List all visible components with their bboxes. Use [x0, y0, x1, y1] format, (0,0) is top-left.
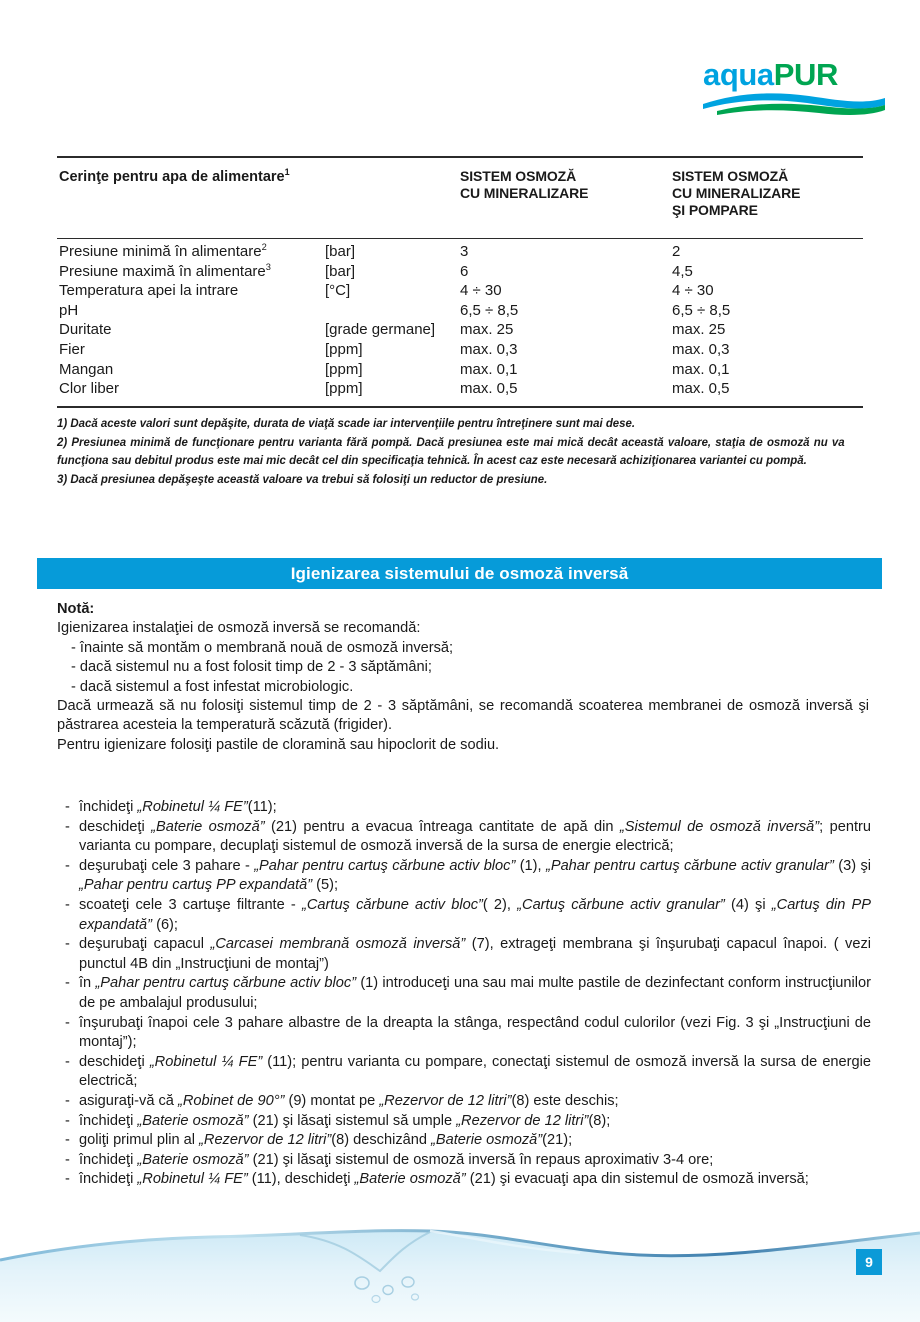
step-term-emphasis: „Robinetul ¼ FE” [137, 1171, 248, 1188]
brand-logo [703, 58, 885, 118]
step-text: (6); [152, 916, 178, 933]
step-bullet-dash: - [65, 1171, 70, 1188]
step-text: (4) şi [724, 896, 772, 913]
table-footnotes [57, 414, 869, 488]
section-banner-title: Igienizarea sistemului de osmoză inversă [290, 563, 629, 583]
step-term-emphasis: „Rezervor de 12 litri” [199, 1132, 332, 1149]
table-row [57, 243, 863, 263]
table-row [57, 321, 863, 341]
table-cell-unit: [ppm] [325, 380, 363, 398]
table-cell-parameter: Temperatura apei la intrare [59, 282, 239, 300]
table-row [57, 380, 863, 400]
step-item [65, 1053, 871, 1092]
table-cell-unit: [bar] [325, 243, 356, 260]
step-term-emphasis: „Rezervor de 12 litri” [379, 1092, 512, 1109]
step-text: ( 2), [482, 896, 518, 913]
table-cell-value-col2: 4,5 [672, 262, 693, 280]
step-text: deşurubaţi capacul [79, 936, 211, 953]
step-term-emphasis: „Baterie osmoză” [354, 1171, 466, 1188]
table-cell-value-col1: 6 [460, 262, 469, 280]
step-term-emphasis: „Baterie osmoză” [151, 818, 265, 835]
table-cell-value-col1: 3 [460, 243, 469, 260]
table-header-column-2 [672, 168, 800, 219]
step-text: (8) deschizând [331, 1132, 432, 1149]
step-bullet-dash: - [65, 1112, 70, 1129]
step-text: (21) şi lăsaţi sistemul de osmoză inversă în repaus aproximativ 3-4 ore; [248, 1151, 714, 1168]
step-term-emphasis: „Cartuş din PP expandată” [79, 896, 871, 933]
step-text: (8) este deschis; [511, 1092, 619, 1109]
table-cell-unit: [ppm] [325, 340, 363, 358]
table-cell-parameter: Presiune minimă în alimentare$^2$ [59, 242, 267, 260]
table-header-column-2-line2: CU MINERALIZARE [672, 185, 801, 201]
table-cell-parameter: Clor liber [59, 380, 120, 398]
table-cell-unit: [°C] [325, 282, 351, 300]
note-bullet-list [57, 639, 869, 697]
step-term-emphasis: „Robinetul ¼ FE” [137, 799, 248, 815]
table-cell-parameter: Fier [59, 340, 85, 358]
note-paragraph-2: Pentru igienizare folosiţi pastile de cloramină sau hipoclorit de sodiu. [57, 736, 500, 753]
step-text: (7), extrageţi membrana şi înşurubaţi capacul înapoi. ( vezi punctul 4B din „Instrucţiuni de montaj”) [79, 936, 872, 972]
step-text: închideţi [79, 1112, 138, 1129]
table-bottom-rule [57, 406, 863, 408]
table-cell-parameter: Presiune maximă în alimentare$^3$ [59, 261, 271, 280]
step-term-emphasis: „Sistemul de osmoză inversă” [619, 818, 820, 835]
table-cell-value-col1: max. 0,1 [460, 360, 518, 378]
step-bullet-dash: - [65, 1151, 70, 1168]
step-term-emphasis: „Baterie osmoză” [137, 1151, 249, 1168]
step-text: (21) şi lăsaţi sistemul să umple [248, 1112, 457, 1129]
step-text: (5); [312, 877, 339, 894]
step-text: (21) şi evacuaţi apa din sistemul de osmoză inversă; [465, 1171, 809, 1188]
brand-logo-text [703, 58, 885, 92]
table-cell-value-col2: max. 0,3 [672, 340, 730, 358]
step-text: asiguraţi-vă că [79, 1092, 178, 1109]
step-item [65, 935, 871, 974]
table-row [57, 341, 863, 361]
table-cell-unit: [ppm] [325, 360, 363, 378]
step-item [65, 1092, 871, 1112]
step-bullet-dash: - [65, 1092, 70, 1109]
step-text: (1) introduceţi una sau mai multe pastile de dezinfectant conform instrucţiunilor de pe ambalajul produsului; [79, 975, 872, 1011]
table-header-column-1-line2: CU MINERALIZARE [460, 185, 589, 201]
note-title: Notă: [57, 601, 95, 617]
step-term-emphasis: „Cartuş cărbune activ bloc” [302, 896, 483, 913]
step-bullet-dash: - [65, 799, 70, 815]
hygienization-step-list [65, 798, 871, 1190]
footnote-marker-1: 1 [284, 167, 290, 178]
note-paragraph-1: Dacă urmează să nu folosiţi sistemul timp de 2 - 3 săptămâni, se recomandă scoaterea membranei de osmoză inversă şi păstrarea acesteia la temperatură scăzută (frigider). [57, 698, 869, 734]
table-row [57, 302, 863, 322]
step-text: (21); [542, 1132, 573, 1149]
table-cell-value-col1: max. 0,5 [460, 380, 518, 398]
step-term-emphasis: „Pahar pentru cartuş cărbune activ bloc” [254, 857, 516, 874]
step-bullet-dash: - [65, 1014, 70, 1031]
table-header-row [57, 158, 863, 238]
step-text: (11), deschideţi [247, 1171, 355, 1188]
step-term-emphasis: „Pahar pentru cartuş cărbune activ bloc” [95, 975, 357, 992]
brand-logo-aqua: aqua [703, 57, 774, 92]
step-text: (11); pentru varianta cu pompare, conectaţi sistemul de osmoză inversă la sursa de energie electrică; [79, 1053, 872, 1090]
table-cell-parameter: pH [59, 301, 79, 319]
step-item [65, 896, 871, 935]
step-term-emphasis: „Rezervor de 12 litri” [456, 1112, 589, 1129]
section-banner [37, 558, 882, 589]
table-cell-value-col1: 4 ÷ 30 [460, 282, 502, 300]
step-item [65, 857, 871, 896]
footnote-3: 3) Dacă presiunea depăşeşte această valoare va trebui să folosiţi un reductor de presiune. [57, 471, 548, 486]
step-term-emphasis: „Baterie osmoză” [137, 1112, 249, 1129]
note-bullet: - dacă sistemul nu a fost folosit timp de 2 - 3 săptămâni; [71, 659, 432, 676]
step-term-emphasis: „Pahar pentru cartuş cărbune activ granular” [545, 857, 834, 874]
step-bullet-dash: - [65, 1132, 70, 1149]
footnote-1: 1) Dacă aceste valori sunt depăşite, durata de viaţă scade iar intervenţiile pentru întreţinere sunt mai dese. [57, 416, 636, 430]
table-cell-value-col2: max. 0,5 [672, 380, 730, 398]
step-term-emphasis: „Cartuş cărbune activ granular” [517, 896, 725, 913]
step-text: scoateţi cele 3 cartuşe filtrante - [79, 896, 303, 913]
footnote-marker-2: 2 [261, 242, 267, 252]
step-text: (3) şi [833, 857, 872, 874]
table-cell-parameter: Mangan [59, 360, 114, 378]
step-item [65, 798, 871, 818]
step-item [65, 1170, 871, 1190]
step-text: închideţi [79, 799, 138, 815]
table-header-column-1 [460, 168, 588, 202]
page-number: 9 [865, 1254, 873, 1270]
step-item [65, 1014, 871, 1053]
table-cell-value-col1: max. 0,3 [460, 340, 518, 358]
note-section [57, 600, 869, 755]
step-text: (8); [588, 1112, 611, 1129]
table-header-column-1-line1: SISTEM OSMOZĂ [460, 168, 577, 184]
step-text: goliţi primul plin al [79, 1132, 200, 1149]
table-cell-value-col2: 2 [672, 243, 681, 260]
step-text: (1), [515, 857, 546, 874]
step-text: în [79, 975, 96, 992]
table-row [57, 282, 863, 302]
step-term-emphasis: „Carcasei membrană osmoză inversă” [210, 936, 466, 953]
table-header-column-2-line3: ŞI POMPARE [672, 202, 758, 218]
table-cell-value-col2: 6,5 ÷ 8,5 [672, 301, 731, 319]
footnote-2: 2) Presiunea minimă de funcţionare pentru varianta fără pompă. Dacă presiunea este mai mică decât această valoare, staţia de osmoză nu va funcţiona sau debitul produs este mai mic decât cel din specificaţia tehnică. În acest caz este necesară achiziţionarea variantei cu pompă. [57, 434, 845, 468]
step-bullet-dash: - [65, 857, 70, 874]
step-text: închideţi [79, 1171, 138, 1188]
step-text: (21) pentru a evacua întreaga cantitate de apă din [264, 818, 620, 835]
table-cell-value-col1: 6,5 ÷ 8,5 [460, 301, 519, 319]
water-wave-graphic [0, 1227, 920, 1322]
step-bullet-dash: - [65, 1053, 70, 1070]
note-bullet: - dacă sistemul a fost infestat microbiologic. [71, 678, 354, 695]
step-item [65, 974, 871, 1013]
note-bullet: - înainte să montăm o membrană nouă de osmoză inversă; [71, 639, 454, 656]
note-intro: Igienizarea instalaţiei de osmoză inversă se recomandă: [57, 620, 421, 637]
step-item [65, 1151, 871, 1171]
step-term-emphasis: „Robinetul ¼ FE” [149, 1053, 263, 1070]
brand-logo-pur: PUR [773, 57, 839, 92]
step-text: deschideţi [79, 818, 152, 835]
step-term-emphasis: „Baterie osmoză” [431, 1132, 543, 1149]
step-text: deşurubaţi cele 3 pahare - [79, 857, 255, 874]
table-cell-value-col1: max. 25 [460, 321, 514, 339]
step-bullet-dash: - [65, 818, 70, 835]
step-text: ; pentru varianta cu pompare, decuplaţi sistemul de osmoză inversă de la sursa de energie electrică; [79, 818, 871, 855]
table-cell-value-col2: max. 25 [672, 321, 726, 339]
step-bullet-dash: - [65, 975, 70, 992]
table-cell-unit: [grade germane] [325, 321, 436, 339]
page-number-badge [856, 1249, 882, 1275]
table-body [57, 239, 863, 406]
step-text: închideţi [79, 1151, 138, 1168]
feed-water-requirements-table [57, 156, 863, 408]
table-row [57, 263, 863, 283]
step-item [65, 818, 871, 857]
table-row [57, 361, 863, 381]
footnote-marker-3: 3 [265, 261, 271, 272]
step-text: (11); [247, 799, 277, 815]
step-text: înşurubaţi înapoi cele 3 pahare albastre de la dreapta la stânga, respectând codul culorilor (vezi Fig. 3 şi „Instrucţiuni de montaj”); [79, 1014, 871, 1051]
wave-swoosh-icon [703, 90, 885, 118]
table-header-main: Cerinţe pentru apa de alimentare$^1$ [59, 167, 290, 185]
step-item [65, 1131, 871, 1151]
step-term-emphasis: „Pahar pentru cartuş PP expandată” [79, 877, 313, 894]
step-text: (9) montat pe [284, 1092, 380, 1109]
step-bullet-dash: - [65, 896, 70, 913]
step-text: deschideţi [79, 1053, 150, 1070]
step-term-emphasis: „Robinet de 90°” [177, 1092, 285, 1109]
table-cell-value-col2: 4 ÷ 30 [672, 282, 714, 300]
table-cell-parameter: Duritate [59, 321, 112, 339]
table-cell-unit: [bar] [325, 262, 356, 280]
step-item [65, 1112, 871, 1132]
step-bullet-dash: - [65, 936, 70, 953]
table-header-column-2-line1: SISTEM OSMOZĂ [672, 168, 789, 184]
table-cell-value-col2: max. 0,1 [672, 360, 730, 378]
